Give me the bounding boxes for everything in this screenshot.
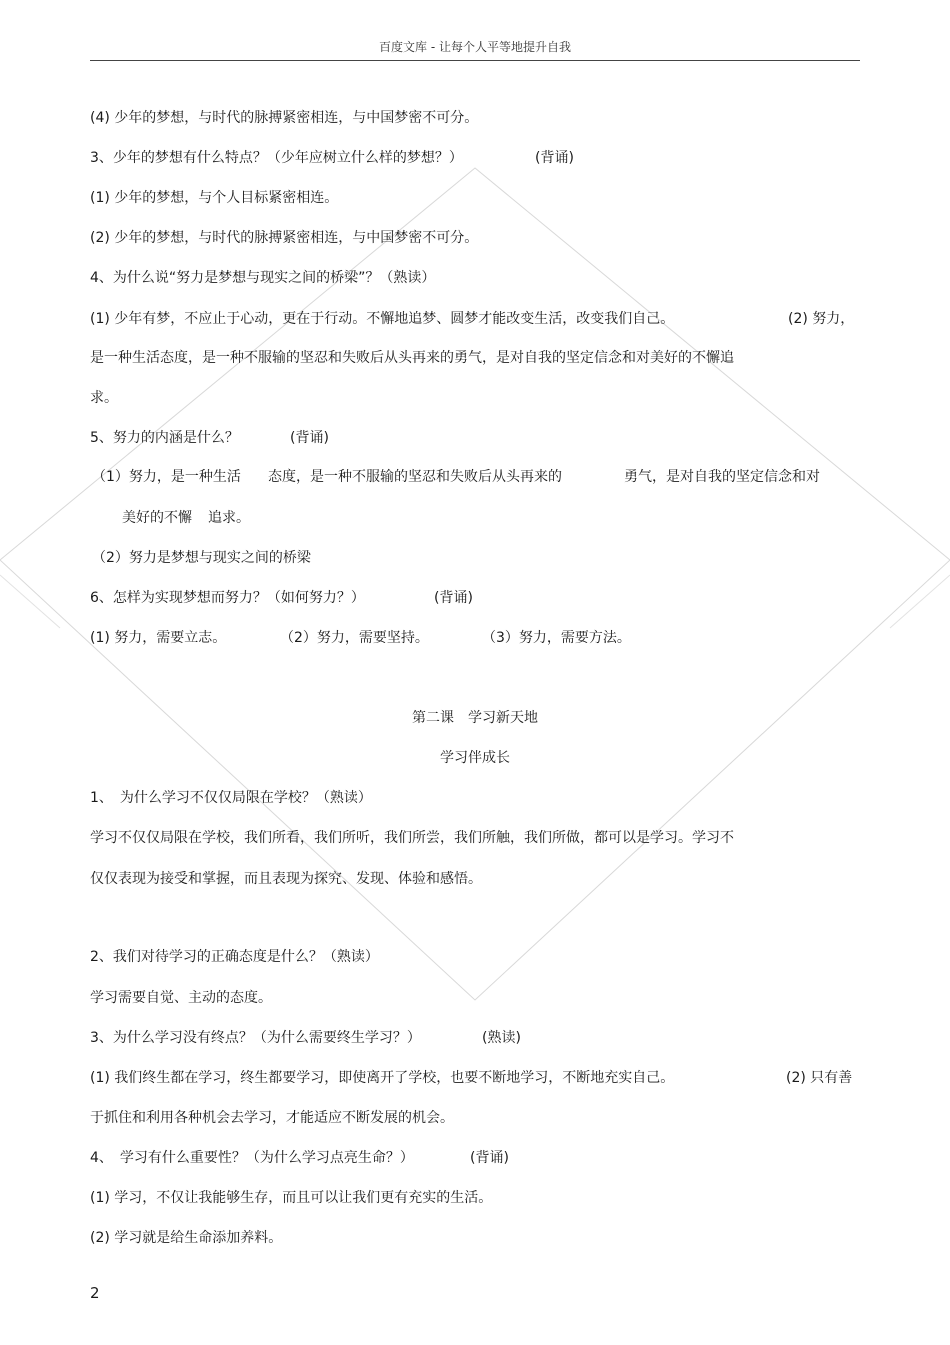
answer-line: 勇气，是对自我的坚定信念和对 — [624, 469, 820, 485]
answer-line: (4) 少年的梦想，与时代的脉搏紧密相连，与中国梦密不可分。 — [90, 110, 479, 126]
question-heading: 2、我们对待学习的正确态度是什么？（熟读） — [90, 949, 379, 965]
answer-line: (2) 只有善 — [786, 1070, 853, 1086]
question-heading: 3、少年的梦想有什么特点？（少年应树立什么样的梦想？） — [90, 150, 463, 166]
study-tag: (背诵) — [470, 1150, 509, 1166]
question-heading: 4、 学习有什么重要性？（为什么学习点亮生命？） — [90, 1150, 414, 1166]
answer-line: (2) 努力， — [788, 311, 855, 327]
answer-line: (1) 努力，需要立志。 — [90, 630, 227, 646]
answer-line: (1) 少年的梦想，与个人目标紧密相连。 — [90, 190, 339, 206]
answer-line: 学习不仅仅局限在学校，我们所看，我们所听，我们所尝，我们所触，我们所做，都可以是学习。学习不 — [90, 830, 734, 846]
answer-line: 求。 — [90, 390, 118, 406]
answer-line: 于抓住和利用各种机会去学习，才能适应不断发展的机会。 — [90, 1110, 454, 1126]
page-number: 2 — [90, 1284, 100, 1302]
answer-line: (1) 学习，不仅让我能够生存，而且可以让我们更有充实的生活。 — [90, 1190, 493, 1206]
study-tag: (背诵) — [290, 430, 329, 446]
answer-line: （3）努力，需要方法。 — [482, 630, 631, 646]
answer-line: 是一种生活态度，是一种不服输的坚忍和失败后从头再来的勇气，是对自我的坚定信念和对美好的不懈追 — [90, 350, 734, 366]
answer-line: (1) 我们终生都在学习，终生都要学习，即使离开了学校，也要不断地学习，不断地充实自己。 — [90, 1070, 675, 1086]
lesson-title: 第二课 学习新天地 — [412, 710, 538, 726]
answer-line: （2）努力是梦想与现实之间的桥梁 — [92, 550, 311, 566]
study-tag: (熟读) — [482, 1030, 521, 1046]
question-heading: 1、 为什么学习不仅仅局限在学校？（熟读） — [90, 790, 372, 806]
section-title: 学习伴成长 — [440, 750, 510, 766]
page-header: 百度文库 - 让每个人平等地提升自我 — [379, 40, 571, 54]
answer-line: 态度，是一种不服输的坚忍和失败后从头再来的 — [268, 469, 562, 485]
answer-line: (1) 少年有梦，不应止于心动，更在于行动。不懈地追梦、圆梦才能改变生活，改变我们自己。 — [90, 311, 675, 327]
answer-line: （1）努力，是一种生活 — [92, 469, 241, 485]
study-tag: (背诵) — [434, 590, 473, 606]
question-heading: 3、为什么学习没有终点？（为什么需要终生学习？） — [90, 1030, 421, 1046]
answer-line: (2) 少年的梦想，与时代的脉搏紧密相连，与中国梦密不可分。 — [90, 230, 479, 246]
question-heading: 4、为什么说“努力是梦想与现实之间的桥梁”？（熟读） — [90, 270, 436, 286]
answer-line: (2) 学习就是给生命添加养料。 — [90, 1230, 283, 1246]
answer-line: 仅仅表现为接受和掌握，而且表现为探究、发现、体验和感悟。 — [90, 871, 482, 887]
answer-line: 美好的不懈 — [122, 510, 192, 526]
study-tag: (背诵) — [535, 150, 574, 166]
answer-line: （2）努力，需要坚持。 — [280, 630, 429, 646]
question-heading: 5、努力的内涵是什么？ — [90, 430, 239, 446]
answer-line: 追求。 — [208, 510, 250, 526]
header-divider — [90, 60, 860, 61]
question-heading: 6、怎样为实现梦想而努力？（如何努力？） — [90, 590, 365, 606]
answer-line: 学习需要自觉、主动的态度。 — [90, 990, 272, 1006]
